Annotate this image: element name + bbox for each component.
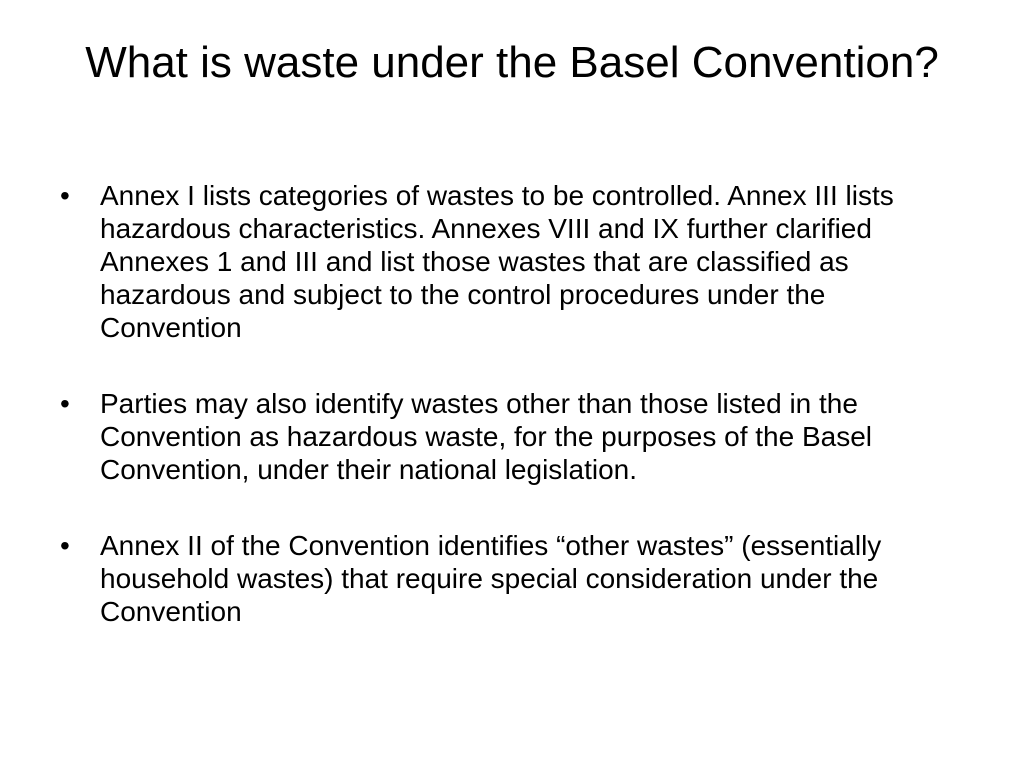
bullet-text: Annex II of the Convention identifies “other wastes” (essentially household wastes) that require special consideration under the Convention [100,530,882,627]
slide-title: What is waste under the Basel Convention? [85,38,939,87]
bullet-item [0,387,960,486]
bullet-text: Annex I lists categories of wastes to be controlled. Annex III lists hazardous characteristics. Annexes VIII and IX further clarified Annexes 1 and III and list those wastes that are classified as hazardous and subject to the control procedures under the Convention [100,180,894,343]
bullet-item [0,179,960,344]
bullet-dot-icon: • [60,388,70,419]
bullet-item [0,529,960,628]
bullet-dot-icon: • [60,180,70,211]
bullet-list [0,179,1024,628]
bullet-dot-icon: • [60,530,70,561]
bullet-text: Parties may also identify wastes other than those listed in the Convention as hazardous waste, for the purposes of the Basel Convention, under their national legislation. [100,388,873,485]
